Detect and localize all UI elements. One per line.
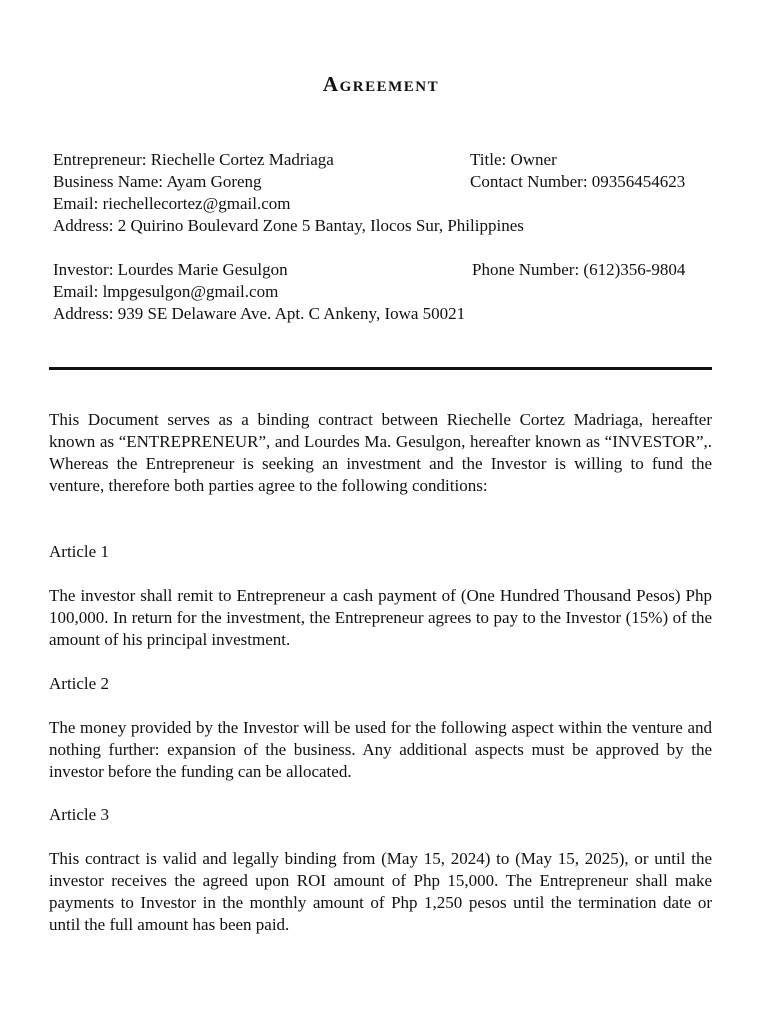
section-divider	[49, 367, 712, 370]
entrepreneur-name: Entrepreneur: Riechelle Cortez Madriaga	[53, 150, 334, 169]
article-text: The investor shall remit to Entrepreneur a cash payment of (One Hundred Thousand Pesos) Php 100,000. In return for the investment, the Entrepreneur agrees to pay to the Investor (15%) of the amount of his principal investment.	[49, 586, 712, 649]
investor-name: Investor: Lourdes Marie Gesulgon	[53, 260, 288, 279]
entrepreneur-title: Title: Owner	[470, 150, 557, 169]
investor-address: Address: 939 SE Delaware Ave. Apt. C Ankeny, Iowa 50021	[53, 304, 466, 323]
article-3	[49, 804, 712, 826]
contract-body	[49, 409, 712, 497]
intro-paragraph: This Document serves as a binding contract between Riechelle Cortez Madriaga, hereafter known as “ENTREPRENEUR”, and Lourdes Ma. Gesulgon, hereafter known as “INVESTOR”,. Whereas the Entrepreneur is seeking an investment and the Investor is willing to fund the venture, therefore both parties agree to the following conditions:	[49, 410, 712, 495]
article-2-body	[49, 717, 712, 783]
article-heading: Article 2	[49, 674, 109, 693]
article-text: This contract is valid and legally binding from (May 15, 2024) to (May 15, 2025), or until the investor receives the agreed upon ROI amount of Php 15,000. The Entrepreneur shall make payments to Investor in the monthly amount of Php 1,250 pesos until the termination date or until the full amount has been paid.	[49, 849, 712, 934]
document-title: Agreement	[322, 72, 440, 96]
investor-email: Email: lmpgesulgon@gmail.com	[53, 282, 279, 301]
investor-phone: Phone Number: (612)356-9804	[472, 260, 686, 279]
article-2	[49, 673, 712, 695]
business-name: Business Name: Ayam Goreng	[53, 172, 262, 191]
article-1	[49, 541, 712, 563]
entrepreneur-email: Email: riechellecortez@gmail.com	[53, 194, 291, 213]
entrepreneur-contact: Contact Number: 09356454623	[470, 172, 686, 191]
article-heading: Article 1	[49, 542, 109, 561]
article-text: The money provided by the Investor will be used for the following aspect within the venture and nothing further: expansion of the business. Any additional aspects must be approved by the investor before the funding can be allocated.	[49, 718, 712, 781]
article-3-body	[49, 848, 712, 936]
article-heading: Article 3	[49, 805, 109, 824]
entrepreneur-address: Address: 2 Quirino Boulevard Zone 5 Bantay, Ilocos Sur, Philippines	[53, 216, 524, 235]
article-1-body	[49, 585, 712, 651]
